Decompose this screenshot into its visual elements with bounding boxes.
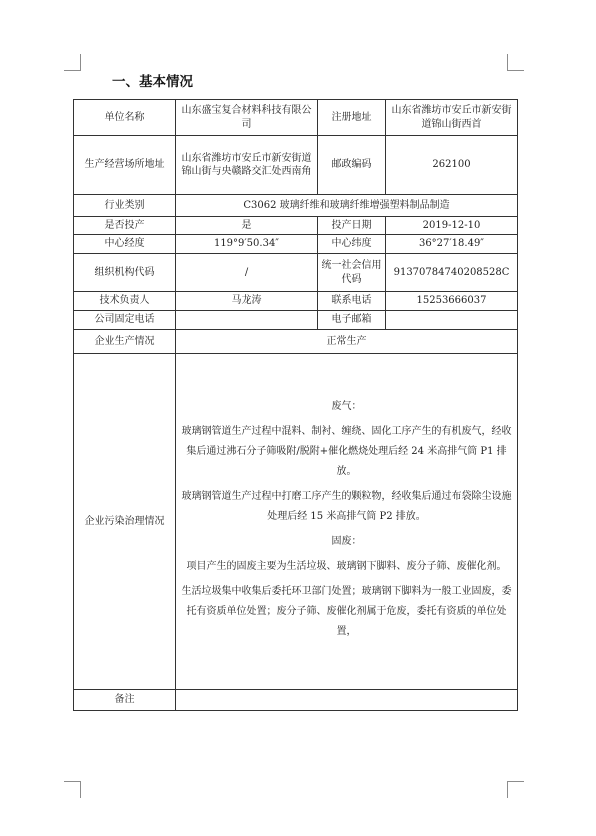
site-address-value: 山东省潍坊市安丘市新安街道锦山街与央赣路交汇处西南角 [176,136,318,195]
unit-name-value: 山东盛宝复合材料科技有限公司 [176,100,318,136]
basic-info-table [73,99,518,711]
table-row [74,235,518,254]
tech-lead-label: 技术负责人 [74,292,176,311]
crop-mark-bottom-right [507,781,524,798]
credit-code-label: 统一社会信用代码 [318,254,386,292]
table-row [74,254,518,292]
postcode-label: 邮政编码 [318,136,386,195]
longitude-value: 119°9′50.34″ [176,235,318,254]
in-production-label: 是否投产 [74,217,176,235]
pollution-label: 企业污染治理情况 [74,354,176,690]
pollution-paragraph: 玻璃钢管道生产过程中打磨工序产生的颗粒物，经收集后通过布袋除尘设施处理后经 15 米高排气筒 P2 排放。 [181,490,512,522]
production-status-value: 正常生产 [176,330,518,354]
crop-mark-top-left [64,54,81,71]
pollution-paragraph: 项目产生的固废主要为生活垃圾、玻璃钢下脚料、废分子筛、废催化剂。 [186,560,507,572]
table-row [74,100,518,136]
fixed-phone-value [176,311,318,330]
production-status-label: 企业生产情况 [74,330,176,354]
table-row [74,195,518,217]
longitude-label: 中心经度 [74,235,176,254]
reg-address-value: 山东省潍坊市安丘市新安街道锦山街西首 [386,100,518,136]
tech-lead-value: 马龙涛 [176,292,318,311]
pollution-content [176,354,518,690]
industry-label: 行业类别 [74,195,176,217]
credit-code-value: 91370784740208528C [386,254,518,292]
phone-value: 15253666037 [386,292,518,311]
org-code-label: 组织机构代码 [74,254,176,292]
latitude-value: 36°27′18.49″ [386,235,518,254]
org-code-value: / [176,254,318,292]
crop-mark-top-right [507,54,524,71]
production-date-label: 投产日期 [318,217,386,235]
pollution-paragraph: 固废： [331,535,362,547]
reg-address-label: 注册地址 [318,100,386,136]
email-label: 电子邮箱 [318,311,386,330]
phone-label: 联系电话 [318,292,386,311]
site-address-label: 生产经营场所地址 [74,136,176,195]
table-row [74,354,518,690]
fixed-phone-label: 公司固定电话 [74,311,176,330]
table-row [74,311,518,330]
section-title: 一、基本情况 [112,74,193,90]
email-value [386,311,518,330]
in-production-value: 是 [176,217,318,235]
unit-name-label: 单位名称 [74,100,176,136]
table-row [74,217,518,235]
remark-value [176,690,518,711]
production-date-value: 2019-12-10 [386,217,518,235]
latitude-label: 中心纬度 [318,235,386,254]
remark-label: 备注 [74,690,176,711]
pollution-paragraph: 生活垃圾集中收集后委托环卫部门处置；玻璃钢下脚料为一般工业固废，委托有资质单位处置；废分子筛、废催化剂属于危废，委托有资质的单位处置， [181,585,512,637]
pollution-paragraph: 玻璃钢管道生产过程中混料、制衬、缠绕、固化工序产生的有机废气，经收集后通过沸石分子筛吸附/脱附+催化燃烧处理后经 24 米高排气筒 P1 排放。 [181,425,512,477]
table-row [74,330,518,354]
industry-value: C3062 玻璃纤维和玻璃纤维增强塑料制品制造 [176,195,518,217]
pollution-paragraph: 废气： [331,400,362,412]
crop-mark-bottom-left [64,781,81,798]
postcode-value: 262100 [386,136,518,195]
table-row [74,136,518,195]
table-row [74,292,518,311]
table-row [74,690,518,711]
